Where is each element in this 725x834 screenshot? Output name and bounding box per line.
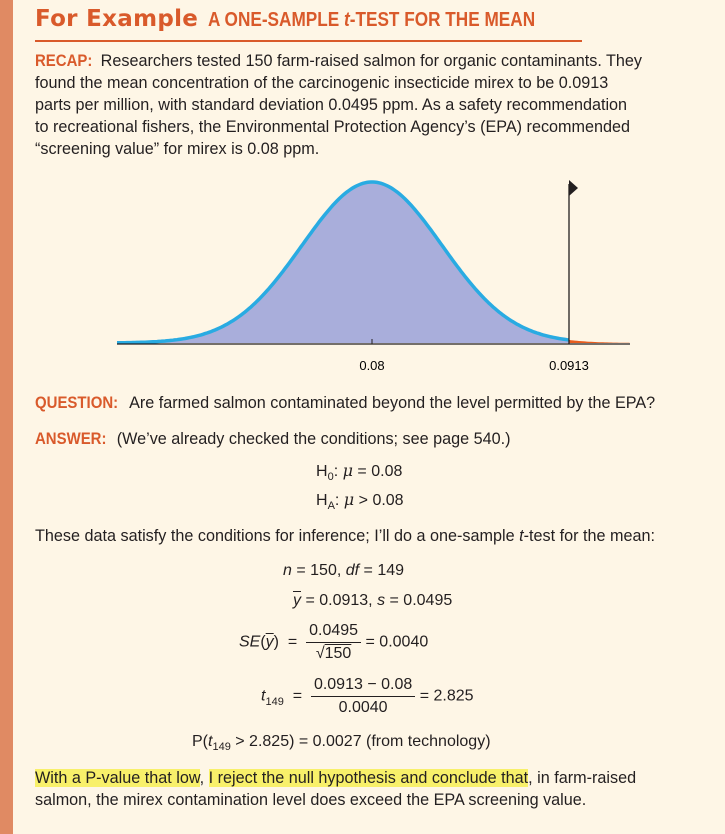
null-hypothesis: $H_0$: μ = 0.08 — [316, 461, 403, 484]
example-title: For Example — [35, 6, 199, 32]
p-value-line: $P(t_{149} > 2.825) = 0.0027$ (from technology) — [192, 733, 491, 754]
question-label: QUESTION: — [35, 393, 119, 412]
sample-stats-line: $\overline{y} = 0.0913$, s = 0.0495 — [293, 592, 453, 609]
highlight-reject: I reject the null hypothesis and conclude that — [208, 769, 529, 787]
sample-size-line: n = 150, df = 149 — [283, 562, 405, 579]
marker-arrow-icon — [569, 180, 578, 196]
example-subtitle: A ONE-SAMPLE t-TEST FOR THE MEAN — [208, 9, 536, 31]
se-fraction: $\frac{0.0495}{√150}$ — [306, 622, 361, 663]
tick-label-null-mean: 0.08 — [359, 358, 385, 373]
tail-area — [569, 340, 630, 343]
conclusion-paragraph: With a P-value that low, I reject the null hypothesis and conclude that, in farm-raised salmon, the mirex contamination level does exceed the EPA screening value. — [35, 769, 637, 809]
standard-error-line: $SE(\overline{y})$ = $\frac{0.0495}{√150}$ = 0.0040 — [239, 622, 429, 662]
answer-line: ANSWER: (We’ve already checked the conditions; see page 540.) — [35, 429, 511, 448]
inference-line: These data satisfy the conditions for inference; I’ll do a one-sample t-test for the mean: — [35, 527, 655, 545]
example-header — [35, 6, 589, 32]
answer-label: ANSWER: — [35, 429, 107, 448]
distribution-chart — [0, 170, 725, 400]
left-accent-bar — [0, 0, 13, 834]
alternative-hypothesis: $H_A$: μ > 0.08 — [316, 490, 404, 513]
t-statistic-line: $t_{149}$ = $\frac{0.0913 - 0.08}{0.0040}$ = 2.825 — [261, 676, 474, 716]
t-fraction: $\frac{0.0913 - 0.08}{0.0040}$ — [311, 676, 415, 717]
title-underline — [35, 40, 582, 42]
highlight-pvalue: With a P-value that low — [35, 769, 200, 787]
recap-paragraph: RECAP: Researchers tested 150 farm-raised salmon for organic contaminants. They found the mean concentration of the carcinogenic insecticide mirex to be 0.0913 parts per million, with standard deviation 0.0495 ppm. As a safety recommendation to recreational fishers, the Environmental Protection Agency’s (EPA) recommended “screening value” for mirex is 0.08 ppm. — [35, 51, 643, 158]
distribution-area — [117, 182, 569, 343]
question-line: QUESTION: Are farmed salmon contaminated beyond the level permitted by the EPA? — [35, 393, 656, 412]
recap-label: RECAP: — [35, 51, 93, 70]
tick-label-observed-mean: 0.0913 — [549, 358, 589, 373]
